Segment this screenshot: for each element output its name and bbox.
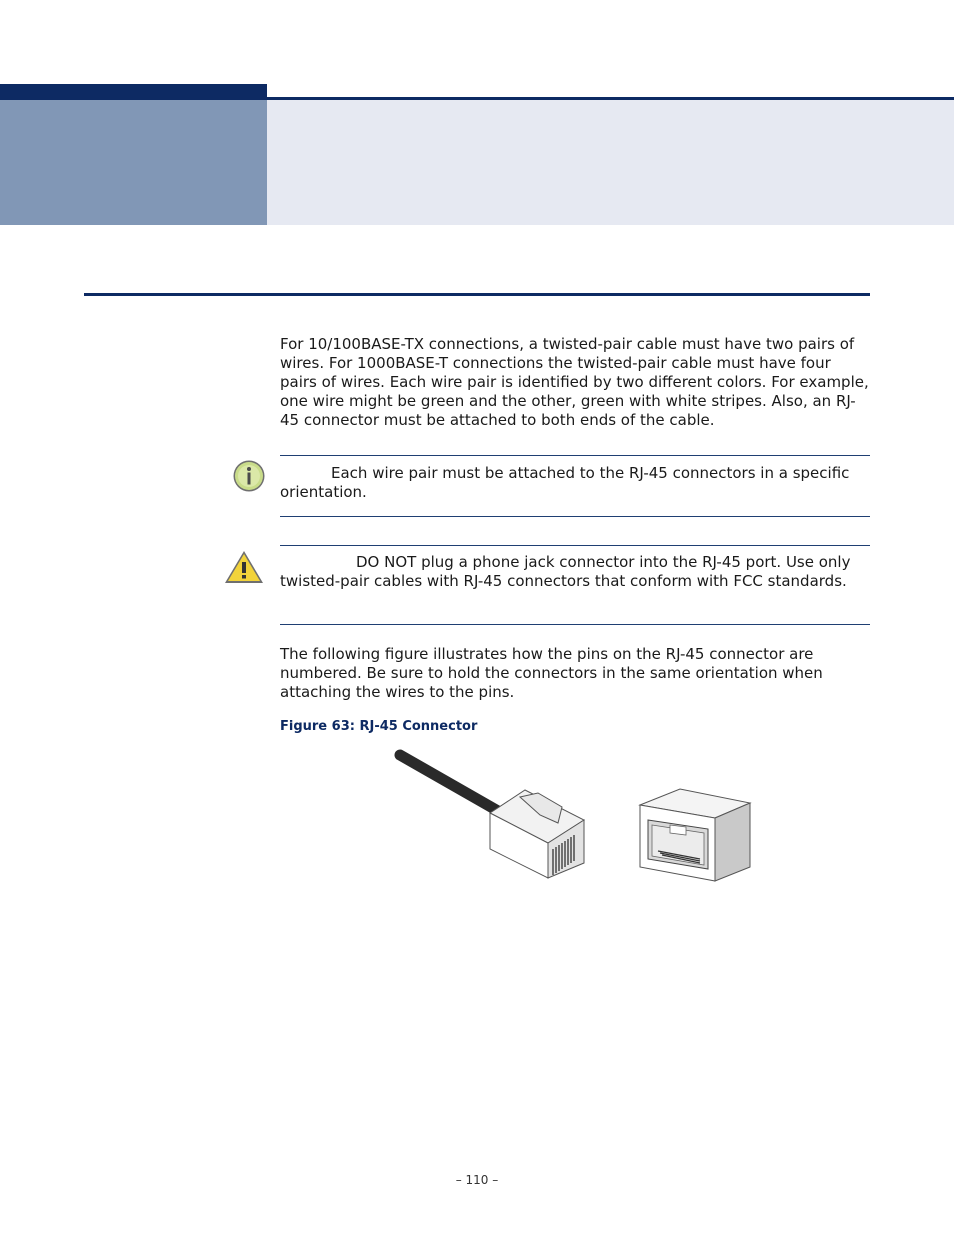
figure-intro-paragraph: The following figure illustrates how the pins on the RJ-45 connector are numbered. Be sure to hold the connectors in the same orientation when attaching the wires to the pins. xyxy=(280,645,823,701)
figure-caption: Figure 63: RJ-45 Connector xyxy=(280,719,478,734)
note-icon xyxy=(232,459,266,493)
header-right-panel xyxy=(267,100,954,225)
caution-top-rule xyxy=(280,545,870,546)
rj45-plug xyxy=(400,755,584,878)
caution-text: DO NOT plug a phone jack connector into the RJ-45 port. Use only twisted-pair cables with RJ-45 connectors that conform with FCC standards. xyxy=(280,553,851,590)
rj45-figure xyxy=(390,745,760,890)
caution-bottom-rule xyxy=(280,624,870,625)
caution-icon xyxy=(223,549,265,585)
intro-paragraph: For 10/100BASE-TX connections, a twisted-pair cable must have two pairs of wires. For 1000BASE-T connections the twisted-pair cable must have four pairs of wires. Each wire pair is identified by two different colors. For example, one wire might be green and the other, green with white stripes. Also, an RJ-45 connector must be attached to both ends of the cable. xyxy=(280,335,869,429)
page-number: – 110 – xyxy=(455,1173,499,1187)
rj45-jack xyxy=(640,789,750,881)
section-rule xyxy=(84,293,870,296)
note-bottom-rule xyxy=(280,516,870,517)
header-left-panel xyxy=(0,100,267,225)
note-top-rule xyxy=(280,455,870,456)
header-dark-bar xyxy=(0,84,267,100)
note-text: Each wire pair must be attached to the RJ-45 connectors in a specific orientation. xyxy=(280,464,850,501)
